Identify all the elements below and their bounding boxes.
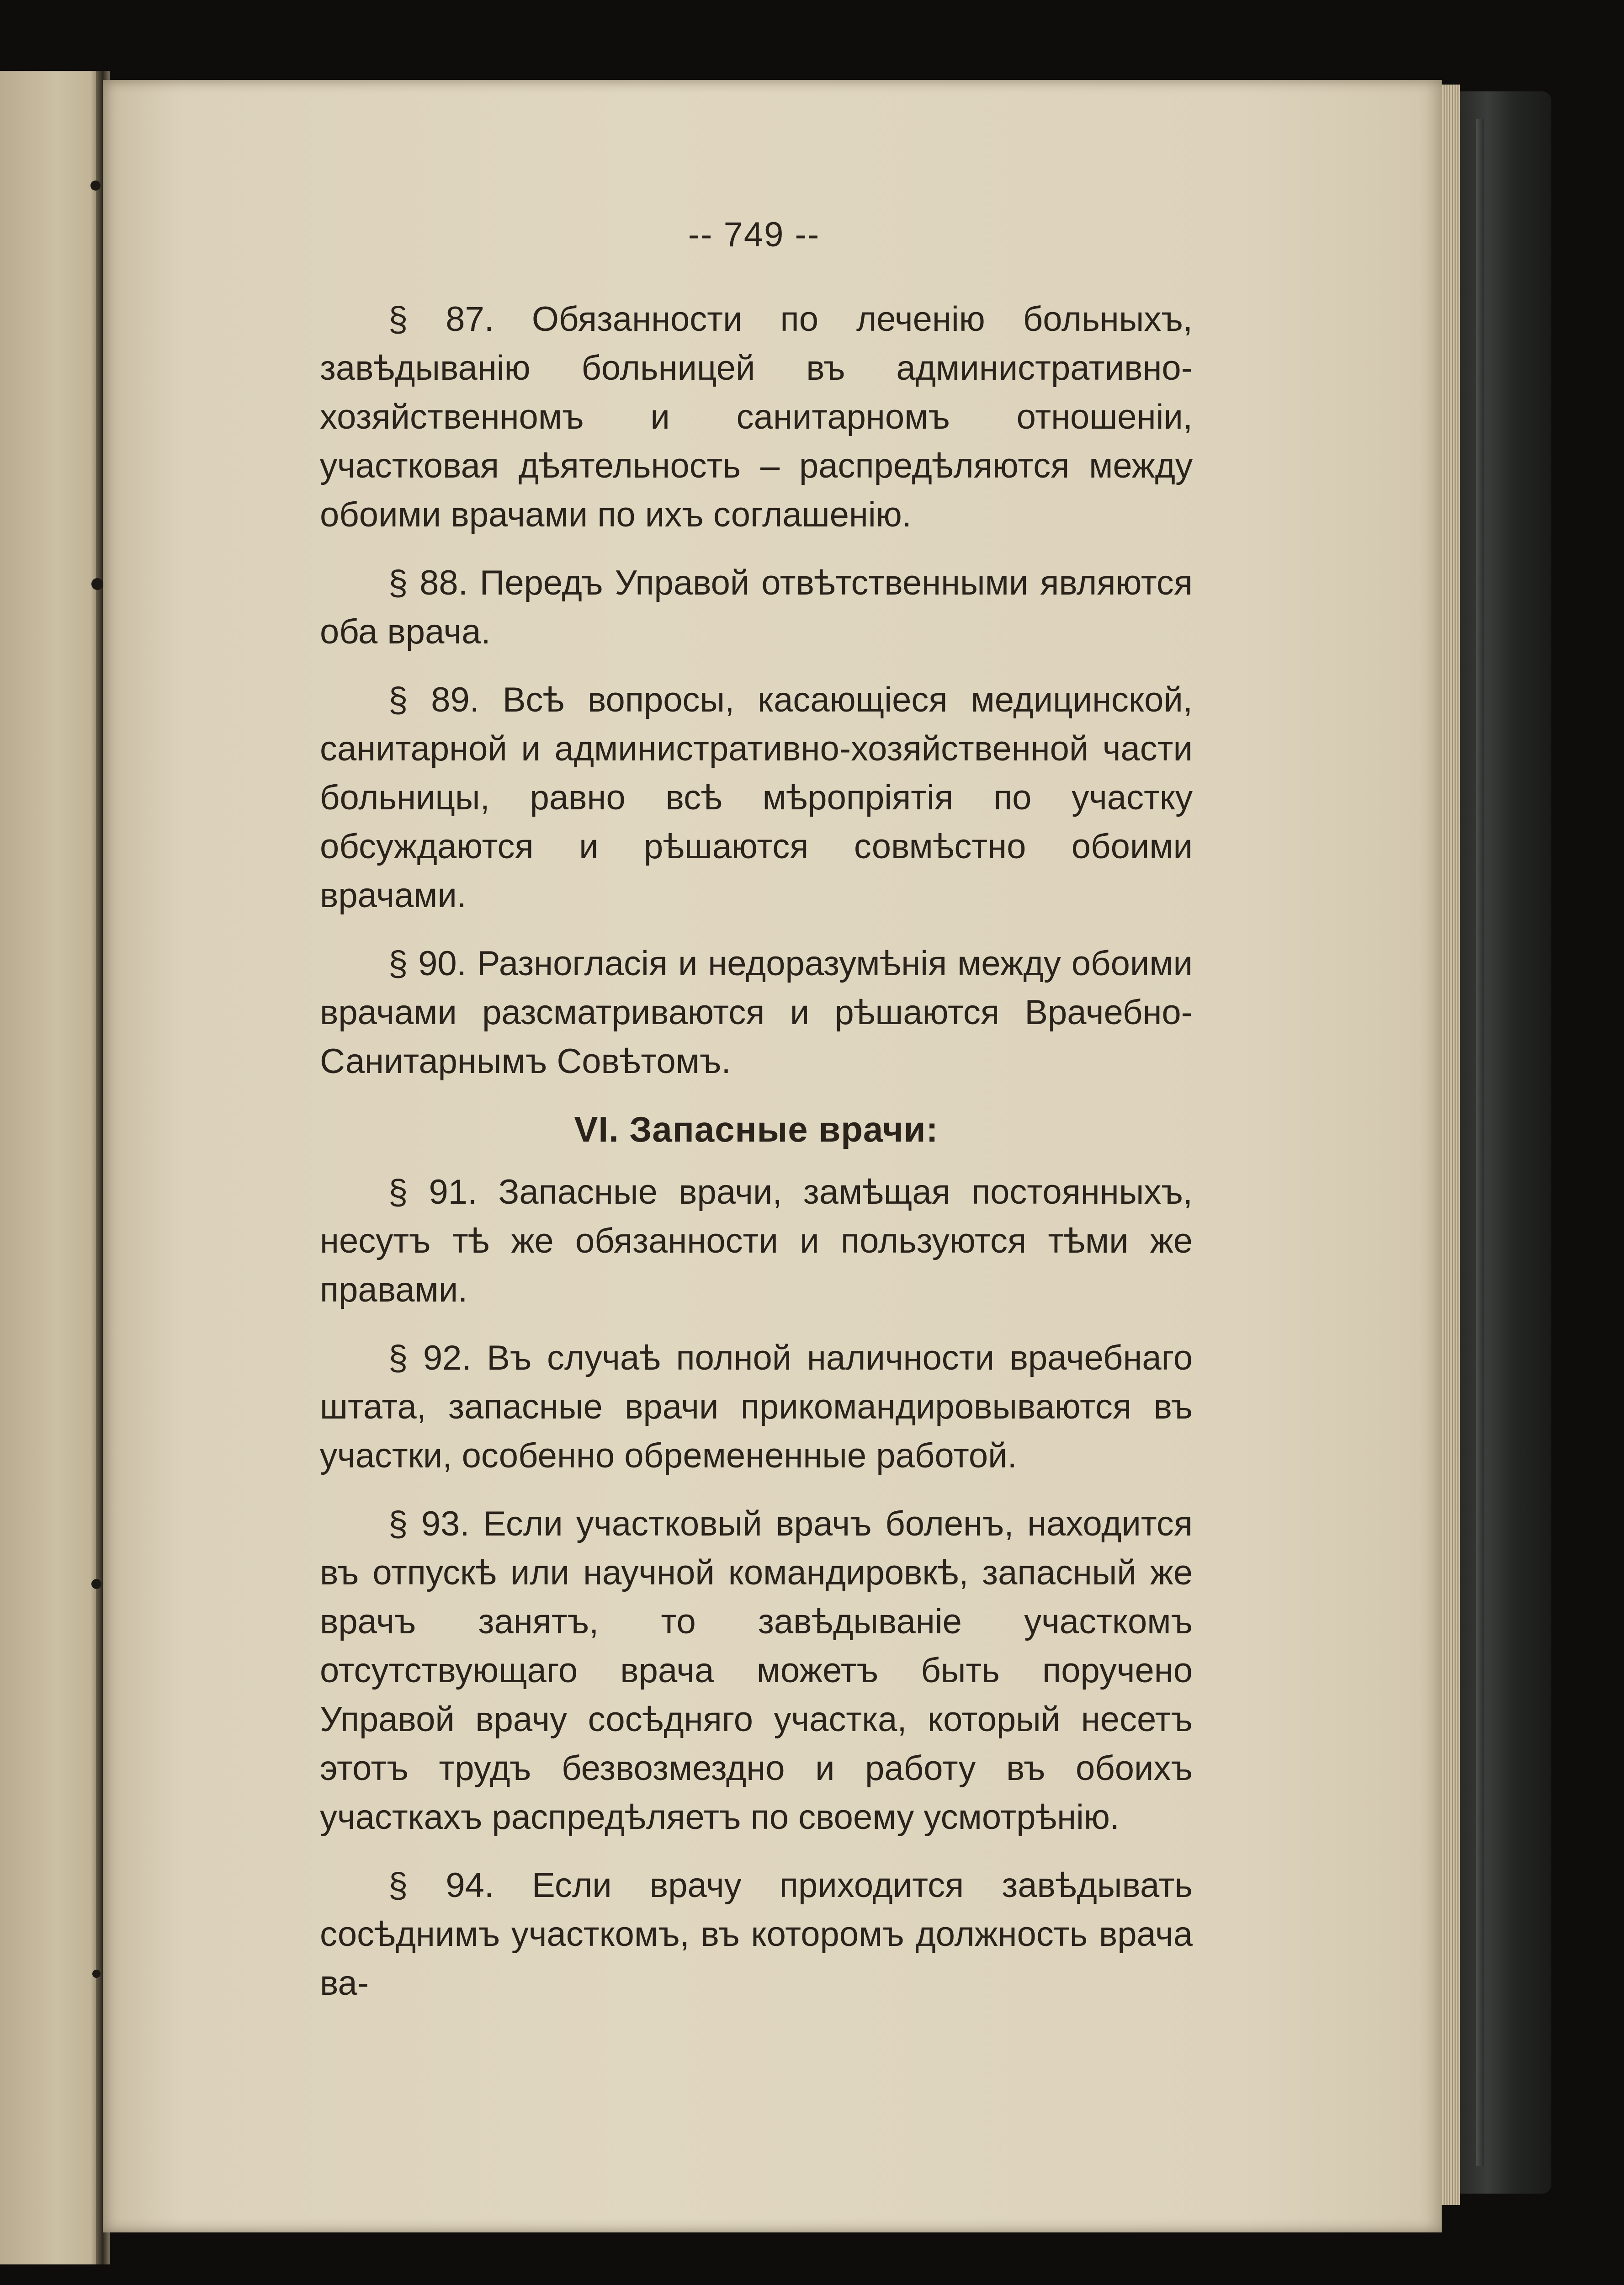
paragraph-91: § 91. Запасные врачи, замѣщая постоянныхъ, несутъ тѣ же обязанности и пользуются тѣми же правами.: [320, 1173, 1193, 1309]
page-mark: [92, 1970, 101, 1978]
book-cover-highlight: [1476, 119, 1484, 2166]
previous-page-edge: [0, 71, 103, 2264]
paragraph-92: § 92. Въ случаѣ полной наличности врачебнаго штата, запасные врачи прикомандировываются въ участки, особенно обремененные работой.: [320, 1339, 1193, 1475]
paragraph-90: § 90. Разногласія и недоразумѣнія между обоими врачами разсматриваются и рѣшаются Врачебно-Санитарнымъ Совѣтомъ.: [320, 944, 1193, 1081]
page-mark: [91, 1579, 101, 1589]
page-text-column: [320, 295, 1193, 2027]
paragraph-88: § 88. Передъ Управой отвѣтственными являются оба врача.: [320, 563, 1193, 651]
page-number: -- 749 --: [688, 215, 820, 254]
page-mark: [91, 578, 103, 590]
paragraph-87: § 87. Обязанности по леченію больныхъ, завѣдыванію больницей въ административно-хозяйственномъ и санитарномъ отношеніи, участковая дѣятельность – распредѣляются между обоими врачами по ихъ соглашенію.: [320, 300, 1193, 534]
page-mark: [90, 181, 101, 191]
paragraph-94: § 94. Если врачу приходится завѣдывать сосѣднимъ участкомъ, въ которомъ должность врача ва-: [320, 1866, 1193, 2003]
page-edges-stack: [1439, 85, 1460, 2205]
paragraph-93: § 93. Если участковый врачъ боленъ, находится въ отпускѣ или научной командировкѣ, запасный же врачъ занятъ, то завѣдываніе участкомъ отсутствующаго врача можетъ быть поручено Управой врачу сосѣдняго участка, который несетъ этотъ трудъ безвозмездно и работу въ обоихъ участкахъ распредѣляетъ по своему усмотрѣнію.: [320, 1504, 1193, 1837]
section-heading: VI. Запасные врачи:: [574, 1109, 939, 1149]
book-cover: [1460, 91, 1551, 2194]
paragraph-89: § 89. Всѣ вопросы, касающіеся медицинской, санитарной и административно-хозяйственной части больницы, равно всѣ мѣропріятія по участку обсуждаются и рѣшаются совмѣстно обоими врачами.: [320, 680, 1193, 915]
